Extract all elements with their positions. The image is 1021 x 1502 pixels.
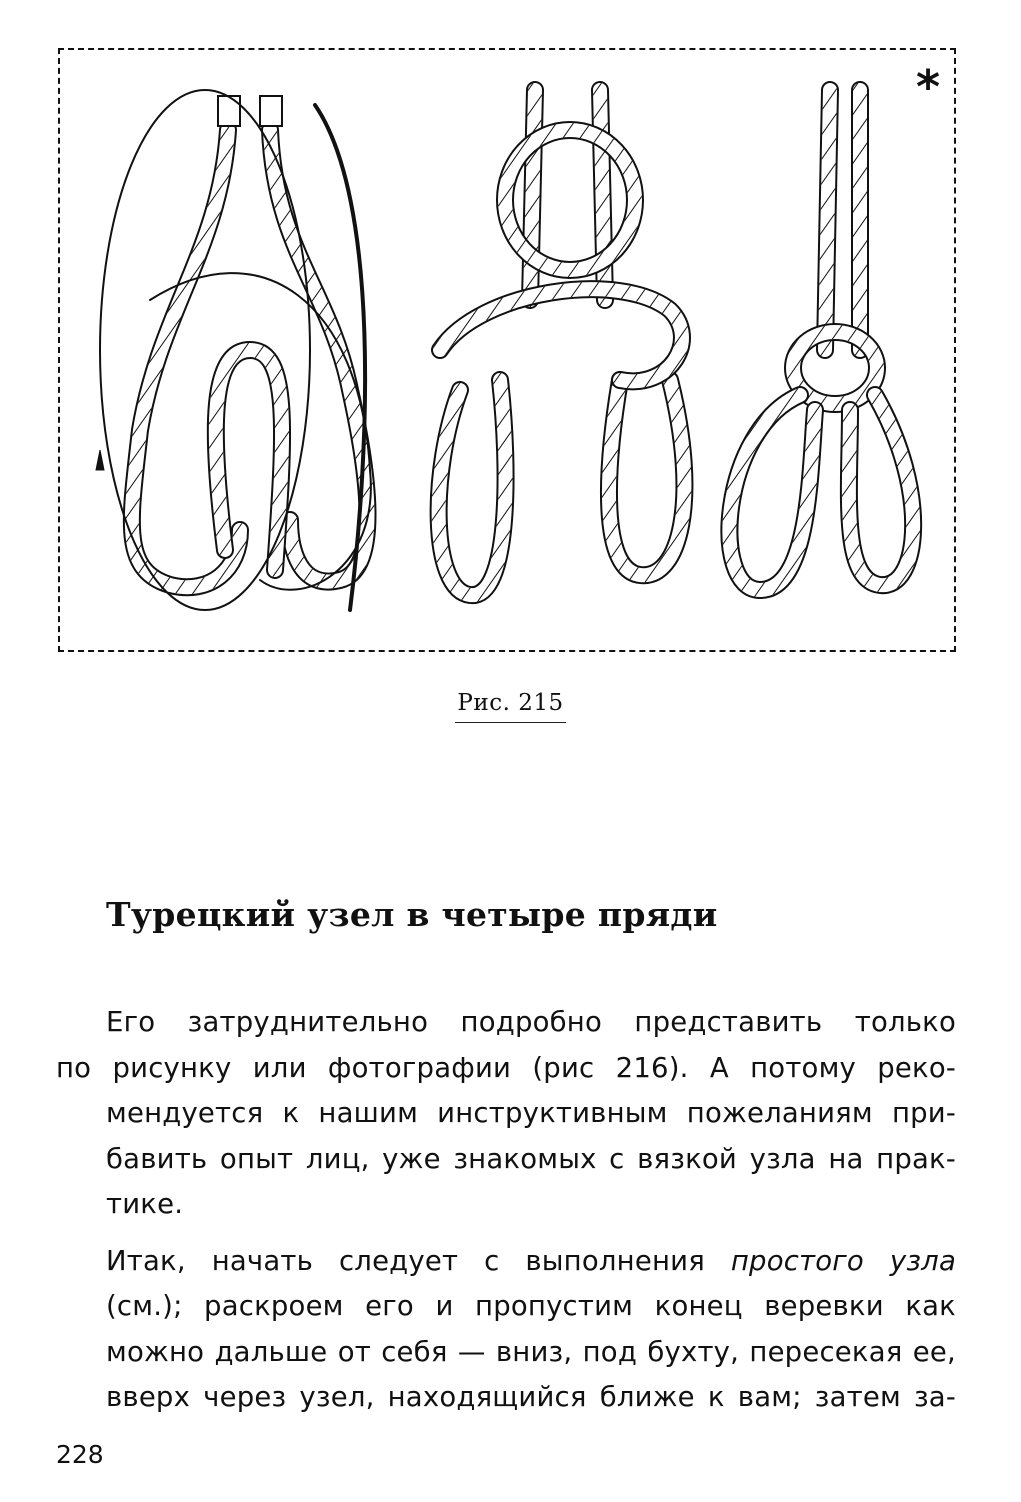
- text-line: [56, 1239, 956, 1285]
- paragraph-2: [56, 1239, 956, 1421]
- body-text: [56, 1000, 956, 1432]
- text-line: мендуется к нашим инструктивным пожеланиям при-: [106, 1097, 956, 1129]
- paragraph-1: [56, 1000, 956, 1228]
- figure-frame: [58, 48, 956, 652]
- knot-step-3-drawing: [729, 90, 913, 590]
- text-line: бавить опыт лиц, уже знакомых с вязкой узла на прак-: [106, 1142, 956, 1175]
- knot-step-2-drawing: [439, 90, 685, 595]
- section-heading: Турецкий узел в четыре пряди: [106, 895, 718, 934]
- figure-caption: [0, 690, 1021, 723]
- text-line: можно дальше от себя — вниз, под бухту, пересекая ее,: [106, 1335, 956, 1368]
- page-number: 228: [56, 1440, 104, 1469]
- text-line: Его затруднительно подробно представить только: [106, 1006, 956, 1038]
- rope-knot-illustration: [60, 50, 958, 654]
- asterisk-marker: *: [915, 60, 940, 114]
- figure-caption-text: Рис. 215: [455, 690, 565, 723]
- text-line: тике.: [106, 1188, 184, 1220]
- text-run: Итак, начать следует с выполнения: [106, 1244, 731, 1277]
- text-line: вверх через узел, находящийся ближе к вам; затем за-: [106, 1381, 956, 1413]
- text-line: по рисунку или фотографии (рис 216). А потому реко-: [56, 1051, 956, 1084]
- knot-step-1-drawing: [96, 90, 371, 610]
- text-line: (см.); раскроем его и пропустим конец веревки как: [106, 1290, 956, 1322]
- italic-term: простого узла: [730, 1244, 956, 1277]
